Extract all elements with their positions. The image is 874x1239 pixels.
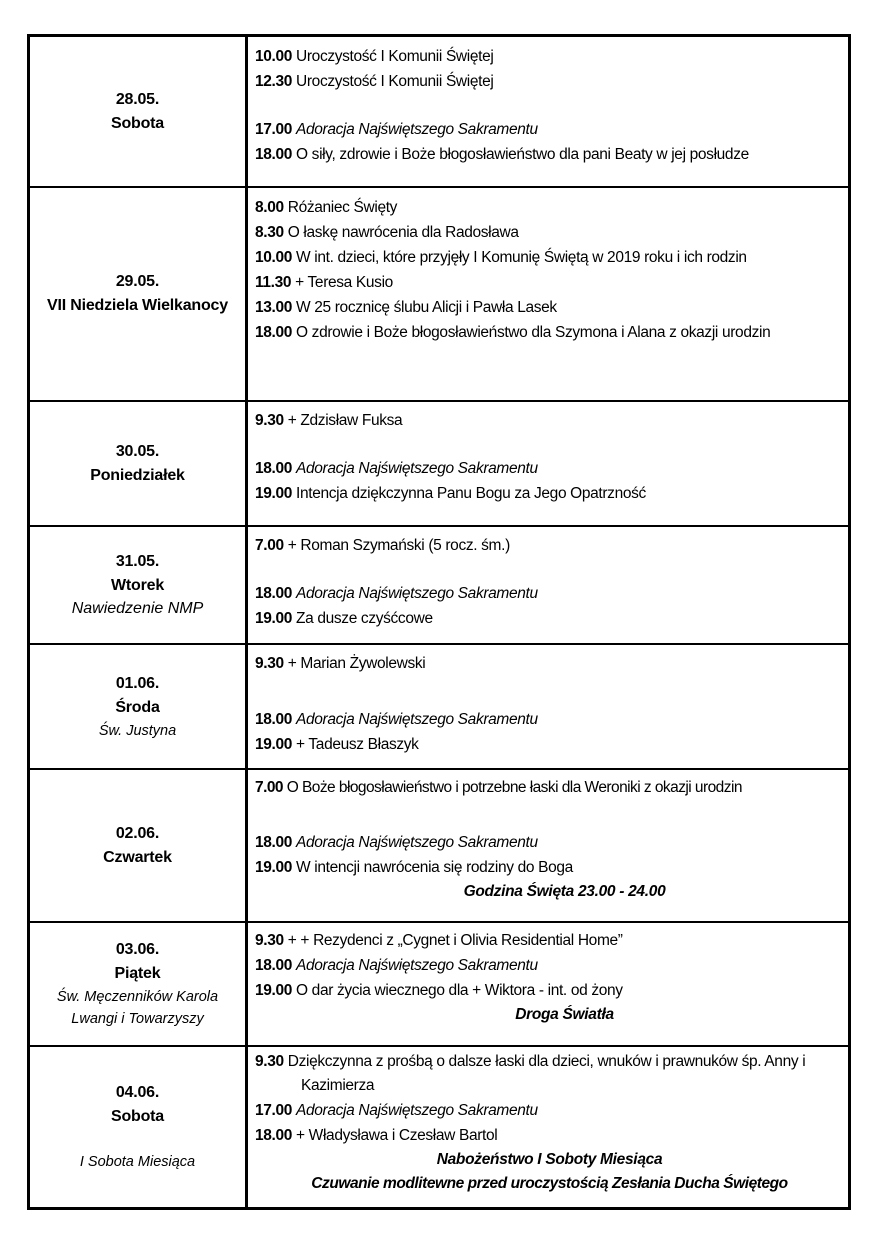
mass-time: 18.00 xyxy=(255,1127,293,1144)
intentions-list xyxy=(255,928,844,1027)
feast-name: Św. Męczenników Karola Lwangi i Towarzyszy xyxy=(56,989,219,1027)
day-date: 31.05. xyxy=(115,553,160,570)
intention-text: Adoracja Najświętszego Sakramentu xyxy=(296,957,538,974)
intention-item xyxy=(255,775,844,800)
mass-time: 19.00 xyxy=(255,736,293,753)
intention-item xyxy=(255,581,844,606)
intentions-list xyxy=(255,195,844,345)
intention-item xyxy=(255,270,844,295)
intention-text: O zdrowie i Boże błogosławieństwo dla Szymona i Alana z okazji urodzin xyxy=(296,324,771,341)
day-cell xyxy=(30,402,248,525)
intention-item xyxy=(255,830,844,855)
day-date: 29.05. xyxy=(115,273,160,290)
intention-text: W intencji nawrócenia się rodziny do Boga xyxy=(296,859,573,876)
mass-schedule-table xyxy=(27,34,851,1210)
intention-text: Uroczystość I Komunii Świętej xyxy=(296,73,494,90)
day-name: Poniedziałek xyxy=(90,466,185,484)
mass-time: 18.00 xyxy=(255,834,293,851)
intention-item xyxy=(255,69,844,94)
intention-text: + + Rezydenci z „Cygnet i Olivia Residential Home” xyxy=(287,932,623,949)
intention-item xyxy=(255,1098,844,1123)
day-cell xyxy=(30,188,248,400)
intention-item xyxy=(255,533,844,558)
intention-item xyxy=(255,928,844,953)
mass-time: 7.00 xyxy=(255,537,284,554)
day-date: 04.06. xyxy=(115,1084,160,1101)
day-cell xyxy=(30,923,248,1045)
intention-text: Adoracja Najświętszego Sakramentu xyxy=(296,711,538,728)
intentions-list xyxy=(255,775,844,904)
intentions-list xyxy=(255,1050,844,1196)
day-date: 28.05. xyxy=(115,90,160,108)
intention-text: O dar życia wiecznego dla + Wiktora - int. od żony xyxy=(296,982,623,999)
intention-item xyxy=(255,456,844,481)
intentions-list xyxy=(255,651,844,757)
intention-item xyxy=(255,44,844,69)
intentions-list xyxy=(255,533,844,631)
intention-text: Adoracja Najświętszego Sakramentu xyxy=(296,460,538,477)
intention-item xyxy=(255,651,844,676)
special-note: Droga Światła xyxy=(515,1006,614,1023)
intention-text: + Marian Żywolewski xyxy=(287,655,426,672)
mass-time: 18.00 xyxy=(255,585,293,602)
intention-text: Adoracja Najświętszego Sakramentu xyxy=(296,121,538,138)
mass-time: 10.00 xyxy=(255,48,293,65)
day-date: 30.05. xyxy=(115,442,160,460)
intention-text: Intencja dziękczynna Panu Bogu za Jego Opatrzność xyxy=(296,485,646,502)
day-name: Wtorek xyxy=(110,577,165,594)
intention-text: Uroczystość I Komunii Świętej xyxy=(296,48,494,65)
day-row xyxy=(30,37,848,188)
mass-time: 18.00 xyxy=(255,711,293,728)
intention-text: Różaniec Święty xyxy=(287,199,398,216)
day-name: VII Niedziela Wielkanocy xyxy=(47,297,228,314)
intention-item xyxy=(255,953,844,978)
day-row xyxy=(30,402,848,527)
mass-time: 18.00 xyxy=(255,324,293,341)
day-date: 02.06. xyxy=(115,824,160,842)
day-row xyxy=(30,923,848,1047)
intention-text: O łaskę nawrócenia dla Radosława xyxy=(287,224,519,241)
day-date: 03.06. xyxy=(115,941,160,958)
day-cell xyxy=(30,770,248,921)
mass-time: 18.00 xyxy=(255,957,293,974)
day-cell xyxy=(30,1047,248,1207)
intention-item xyxy=(255,1050,844,1098)
intention-item xyxy=(255,195,844,220)
intention-text: Adoracja Najświętszego Sakramentu xyxy=(296,834,538,851)
intention-item xyxy=(255,732,844,757)
intention-item xyxy=(255,606,844,631)
intention-item xyxy=(255,855,844,880)
mass-time: 17.00 xyxy=(255,121,293,138)
feast-name: Św. Justyna xyxy=(98,722,177,739)
mass-time: 9.30 xyxy=(255,412,284,429)
mass-time: 19.00 xyxy=(255,859,293,876)
intention-item xyxy=(255,142,844,167)
intention-text: + Teresa Kusio xyxy=(295,274,393,291)
intention-item xyxy=(255,220,844,245)
day-name: Sobota xyxy=(110,114,165,132)
mass-time: 10.00 xyxy=(255,249,293,266)
intention-text: Dziękczynna z prośbą o dalsze łaski dla dzieci, wnuków i prawnuków śp. Anny i Kazimierza xyxy=(287,1053,806,1094)
mass-time: 8.30 xyxy=(255,224,284,241)
mass-time: 9.30 xyxy=(255,932,284,949)
intention-text: W int. dzieci, które przyjęły I Komunię Świętą w 2019 roku i ich rodzin xyxy=(296,249,747,266)
intention-text: O siły, zdrowie i Boże błogosławieństwo dla pani Beaty w jej posłudze xyxy=(296,146,749,163)
intention-text: O Boże błogosławieństwo i potrzebne łaski dla Weroniki z okazji urodzin xyxy=(286,779,742,796)
mass-time: 18.00 xyxy=(255,460,293,477)
mass-time: 18.00 xyxy=(255,146,293,163)
intention-text: W 25 rocznicę ślubu Alicji i Pawła Lasek xyxy=(296,299,557,316)
intention-text: Adoracja Najświętszego Sakramentu xyxy=(296,1102,538,1119)
day-name: Czwartek xyxy=(103,848,172,866)
mass-time: 7.00 xyxy=(255,779,283,796)
intention-item xyxy=(255,117,844,142)
mass-time: 19.00 xyxy=(255,485,293,502)
intention-text: + Tadeusz Błaszyk xyxy=(296,736,419,753)
special-note: Czuwanie modlitewne przed uroczystością Zesłania Ducha Świętego xyxy=(311,1175,788,1192)
intention-item xyxy=(255,295,844,320)
intention-text: + Władysława i Czesław Bartol xyxy=(296,1127,498,1144)
mass-time: 11.30 xyxy=(255,274,292,291)
mass-time: 19.00 xyxy=(255,982,293,999)
intentions-list xyxy=(255,408,844,506)
mass-time: 8.00 xyxy=(255,199,284,216)
day-row xyxy=(30,770,848,923)
day-row xyxy=(30,645,848,770)
day-cell xyxy=(30,37,248,186)
day-row xyxy=(30,188,848,402)
intention-item xyxy=(255,1123,844,1148)
intention-item xyxy=(255,481,844,506)
day-date: 01.06. xyxy=(115,674,160,692)
mass-time: 13.00 xyxy=(255,299,293,316)
intention-item xyxy=(255,408,844,433)
intention-text: + Roman Szymański (5 rocz. śm.) xyxy=(287,537,510,554)
intention-item xyxy=(255,707,844,732)
special-note: Nabożeństwo I Soboty Miesiąca xyxy=(436,1151,663,1168)
intention-item xyxy=(255,978,844,1003)
day-cell xyxy=(30,527,248,643)
intention-text: Adoracja Najświętszego Sakramentu xyxy=(296,585,538,602)
feast-name: I Sobota Miesiąca xyxy=(79,1154,196,1170)
intentions-list xyxy=(255,44,844,167)
day-name: Sobota xyxy=(110,1108,165,1125)
intention-item xyxy=(255,320,844,345)
day-name: Środa xyxy=(115,698,160,716)
intention-text: Za dusze czyśćcowe xyxy=(296,610,433,627)
day-row xyxy=(30,1047,848,1207)
feast-name: Nawiedzenie NMP xyxy=(71,600,204,617)
mass-time: 12.30 xyxy=(255,73,293,90)
special-note: Godzina Święta 23.00 - 24.00 xyxy=(463,883,666,900)
day-cell xyxy=(30,645,248,768)
intention-item xyxy=(255,245,844,270)
mass-time: 19.00 xyxy=(255,610,293,627)
mass-time: 17.00 xyxy=(255,1102,293,1119)
intention-text: + Zdzisław Fuksa xyxy=(287,412,403,429)
mass-time: 9.30 xyxy=(255,1053,284,1070)
day-name: Piątek xyxy=(114,965,161,982)
mass-time: 9.30 xyxy=(255,655,284,672)
day-row xyxy=(30,527,848,645)
